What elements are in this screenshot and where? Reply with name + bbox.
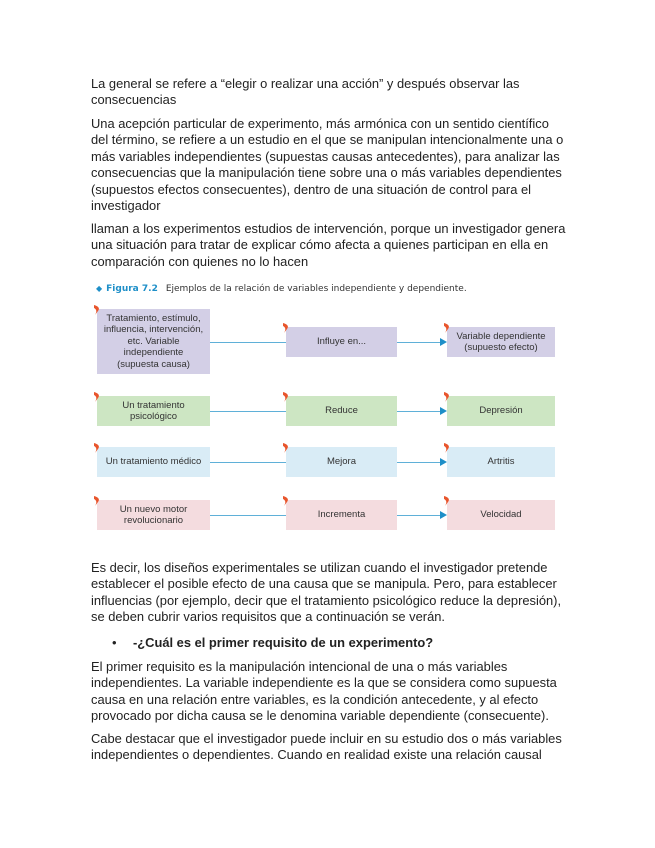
marker-icon [443, 392, 451, 402]
connector-line [210, 411, 286, 412]
effect-text-1: Depresión [479, 405, 523, 417]
paragraph-definition: Una acepción particular de experimento, más armónica con un sentido científico del término, se refiere a un estudio en el que se manipulan intencionalmente una o más variables independientes (supuestas causas antecedentes), para analizar las consecuencias que la manipulación tiene sobre una o más variables dependientes (supuestos efectos consecuentes), dentro de una situación de control para el investigador [91, 116, 564, 214]
connector-line [397, 462, 440, 463]
bullet-question: -¿Cuál es el primer requisito de un experimento? [133, 635, 434, 650]
marker-icon [93, 392, 101, 402]
verb-box-2 [286, 447, 397, 477]
cause-box-1 [97, 396, 210, 426]
marker-icon [282, 392, 290, 402]
caption-triangle-icon: ◆ [96, 284, 103, 293]
arrow-right-icon [440, 511, 447, 519]
marker-icon [443, 443, 451, 453]
paragraph-intervention: llaman a los experimentos estudios de intervención, porque un investigador genera una situación para tratar de explicar cómo afecta a quienes participan en ella en comparación con quienes no lo hacen [91, 221, 566, 269]
marker-icon [443, 496, 451, 506]
cause-box-2 [97, 447, 210, 477]
cause-text-0: Tratamiento, estímulo, influencia, intervención, etc. Variable independiente (supuesta causa) [103, 312, 204, 370]
paragraph-first-requirement: El primer requisito es la manipulación intencional de una o más variables independientes. La variable independiente es la que se considera como supuesta causa en una relación entre variables, es la condición antecedente, y al efecto provocado por dicha causa se le denomina variable dependiente (consecuente). [91, 659, 557, 724]
cause-text-1: Un tratamiento psicológico [122, 399, 185, 422]
verb-text-3: Incrementa [317, 509, 366, 521]
effect-text-3: Velocidad [480, 509, 522, 521]
effect-text-0: Variable dependiente (supuesto efecto) [456, 330, 546, 353]
verb-text-1: Reduce [325, 405, 358, 417]
effect-box-2 [447, 447, 555, 477]
arrow-right-icon [440, 458, 447, 466]
verb-text-2: Mejora [326, 456, 357, 468]
connector-line [210, 462, 286, 463]
cause-text-2: Un tratamiento médico [105, 456, 202, 468]
marker-icon [282, 496, 290, 506]
marker-icon [93, 496, 101, 506]
marker-icon [282, 443, 290, 453]
figure-caption-text: Ejemplos de la relación de variables independiente y dependiente. [165, 284, 467, 294]
connector-line [210, 515, 286, 516]
marker-icon [443, 323, 451, 333]
verb-box-3 [286, 500, 397, 530]
paragraph-intro: La general se refere a “elegir o realizar una acción” y después observar las consecuencias [91, 76, 520, 108]
verb-text-0: Influye en... [316, 336, 367, 348]
connector-line [397, 515, 440, 516]
effect-box-3 [447, 500, 555, 530]
paragraph-multiple-variables: Cabe destacar que el investigador puede incluir en su estudio dos o más variables independientes o dependientes. Cuando en realidad existe una relación causal [91, 731, 562, 763]
arrow-right-icon [440, 407, 447, 415]
marker-icon [93, 305, 101, 315]
cause-box-3 [97, 500, 210, 530]
verb-box-0 [286, 327, 397, 357]
connector-line [397, 342, 440, 343]
effect-text-2: Artritis [487, 456, 515, 468]
arrow-right-icon [440, 338, 447, 346]
cause-text-3: Un nuevo motor revolucionario [119, 503, 188, 526]
effect-box-0 [447, 327, 555, 357]
verb-box-1 [286, 396, 397, 426]
marker-icon [282, 323, 290, 333]
connector-line [210, 342, 286, 343]
figure-label: Figura 7.2 [106, 284, 158, 294]
cause-box-0 [97, 309, 210, 374]
marker-icon [93, 443, 101, 453]
bullet-icon: • [112, 635, 117, 650]
connector-line [397, 411, 440, 412]
paragraph-experimental-designs: Es decir, los diseños experimentales se utilizan cuando el investigador pretende establecer el posible efecto de una causa que se manipula. Pero, para establecer influencias (por ejemplo, decir que el tratamiento psicológico reduce la depresión), se deben cubrir varios requisitos que a continuación se verán. [91, 560, 562, 625]
figure-caption [96, 284, 467, 294]
effect-box-1 [447, 396, 555, 426]
